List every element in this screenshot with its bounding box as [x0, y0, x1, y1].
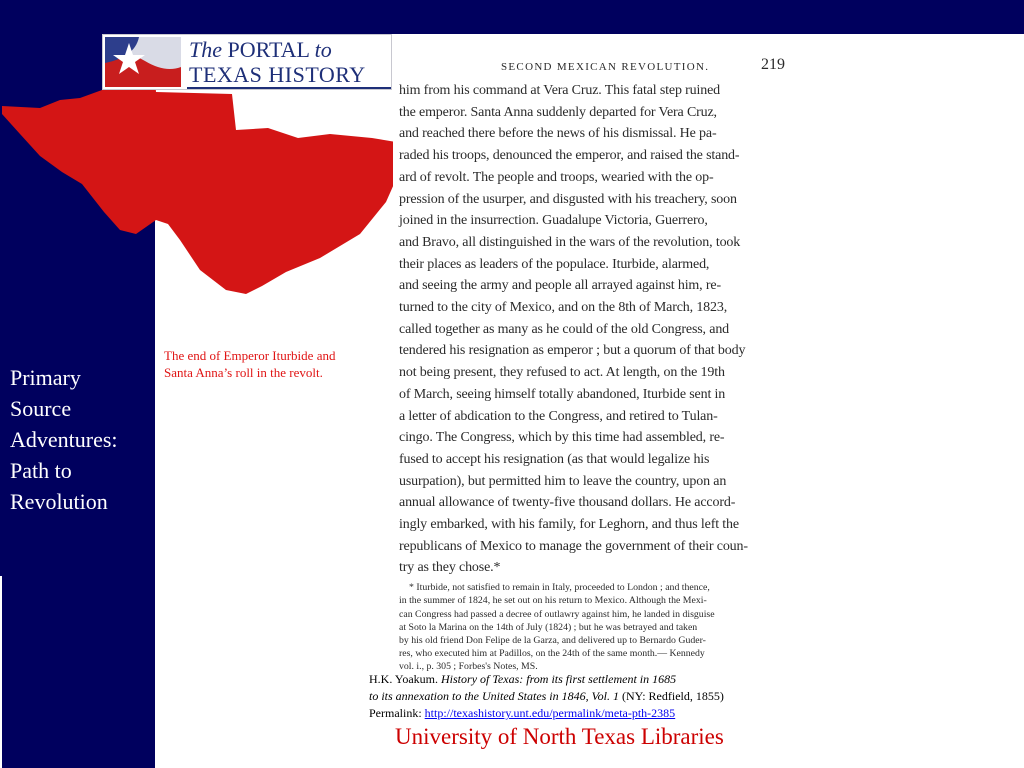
citation-line-3	[369, 705, 1019, 722]
text-line: turned to the city of Mexico, and on the 8th of March, 1823,	[399, 300, 728, 316]
text-line: called together as many as he could of the old Congress, and	[399, 321, 730, 337]
citation-title-1: History of Texas: from its first settlement in 1685	[441, 672, 677, 686]
text-line: annual allowance of twenty-five thousand dollars. He accord-	[399, 495, 736, 511]
logo-the: The	[189, 37, 222, 62]
logo-divider	[183, 39, 185, 87]
text-line: republicans of Mexico to manage the government of their coun-	[399, 538, 748, 554]
logo-portal: PORTAL	[222, 37, 315, 62]
text-line: not being present, they refused to act. At length, on the 19th	[399, 365, 725, 381]
text-line: him from his command at Vera Cruz. This fatal step ruined	[399, 83, 721, 98]
texas-silhouette	[2, 68, 400, 294]
text-line: tendered his resignation as emperor ; but a quorum of that body	[399, 343, 746, 359]
side-title-line: Primary	[10, 365, 81, 390]
text-line: and seeing the army and people all arrayed against him, re-	[399, 278, 721, 294]
citation-publication: (NY: Redfield, 1855)	[618, 689, 724, 703]
text-line: and Bravo, all distinguished in the wars of the revolution, took	[399, 234, 741, 250]
side-title	[10, 362, 155, 517]
text-line: cingo. The Congress, which by this time had assembled, re-	[399, 430, 725, 446]
side-title-line: Path to	[10, 458, 72, 483]
logo-line-1	[189, 38, 332, 62]
panel-seam	[0, 576, 2, 768]
footnote-line: in the summer of 1824, he set out on his return to Mexico. Although the Mexi-	[399, 595, 707, 607]
annotation-line: The end of Emperor Iturbide and	[164, 348, 336, 363]
text-line: and reached there before the news of his dismissal. He pa-	[399, 126, 717, 142]
text-line: ard of revolt. The people and troops, wearied with the op-	[399, 169, 714, 185]
footer-label: University of North Texas Libraries	[395, 724, 724, 749]
running-head-title: SECOND MEXICAN REVOLUTION.	[501, 61, 710, 73]
text-line: try as they chose.*	[399, 560, 501, 576]
citation-line-1	[369, 671, 1019, 688]
annotation-note	[164, 347, 384, 381]
text-line: fused to accept his resignation (as that would legalize his	[399, 451, 710, 467]
permalink-label: Permalink:	[369, 706, 425, 720]
citation	[369, 671, 1019, 722]
logo-to: to	[314, 37, 332, 62]
citation-title-2: to its annexation to the United States in 1846, Vol. 1	[369, 689, 619, 703]
side-title-line: Revolution	[10, 489, 108, 514]
citation-author: H.K. Yoakum.	[369, 672, 442, 686]
footnote	[393, 581, 791, 673]
text-line: usurpation), but permitted him to leave the country, upon an	[399, 473, 727, 489]
footnote-line: at Soto la Marina on the 14th of July (1824) ; but he was betrayed and taken	[399, 621, 698, 633]
logo-line-2: TEXAS HISTORY	[189, 62, 366, 87]
citation-line-2	[369, 688, 1019, 705]
running-header	[393, 50, 795, 80]
page-number: 219	[761, 56, 785, 73]
permalink-link[interactable]: http://texashistory.unt.edu/permalink/meta-pth-2385	[424, 706, 676, 720]
text-line: the emperor. Santa Anna suddenly departed for Vera Cruz,	[399, 104, 717, 120]
footnote-line: can Congress had passed a decree of outlawry against him, he landed in disguise	[399, 608, 715, 620]
annotation-line: Santa Anna’s roll in the revolt.	[164, 365, 323, 380]
text-line: their places as leaders of the populace. Iturbide, alarmed,	[399, 256, 710, 272]
footnote-line: by his old friend Don Felipe de la Garza, and delivered up to Bernardo Guder-	[399, 634, 706, 646]
texas-flag-star-icon	[105, 37, 181, 87]
portal-logo[interactable]	[102, 34, 392, 90]
text-line: a letter of abdication to the Congress, and retired to Tulan-	[399, 408, 718, 424]
text-line: ingly embarked, with his family, for Leghorn, and thus left the	[399, 517, 739, 533]
footnote-line: * Iturbide, not satisfied to remain in Italy, proceeded to London ; and thence,	[409, 582, 710, 594]
text-line: raded his troops, denounced the emperor, and raised the stand-	[399, 148, 740, 164]
side-title-line: Source	[10, 396, 72, 421]
text-line: joined in the insurrection. Guadalupe Victoria, Guerrero,	[399, 213, 708, 229]
text-line: pression of the usurper, and disgusted with his treachery, soon	[399, 191, 737, 207]
scanned-book-page	[393, 50, 795, 678]
footnote-line: res, who executed him at Padillos, on the 24th of the same month.— Kennedy	[399, 648, 705, 660]
text-line: of March, seeing himself totally abandoned, Iturbide sent in	[399, 386, 726, 402]
logo-underline	[187, 87, 391, 89]
footnote-line: vol. i., p. 305 ; Forbes's Notes, MS.	[399, 661, 538, 673]
page-body	[393, 80, 789, 579]
side-title-line: Adventures:	[10, 427, 118, 452]
